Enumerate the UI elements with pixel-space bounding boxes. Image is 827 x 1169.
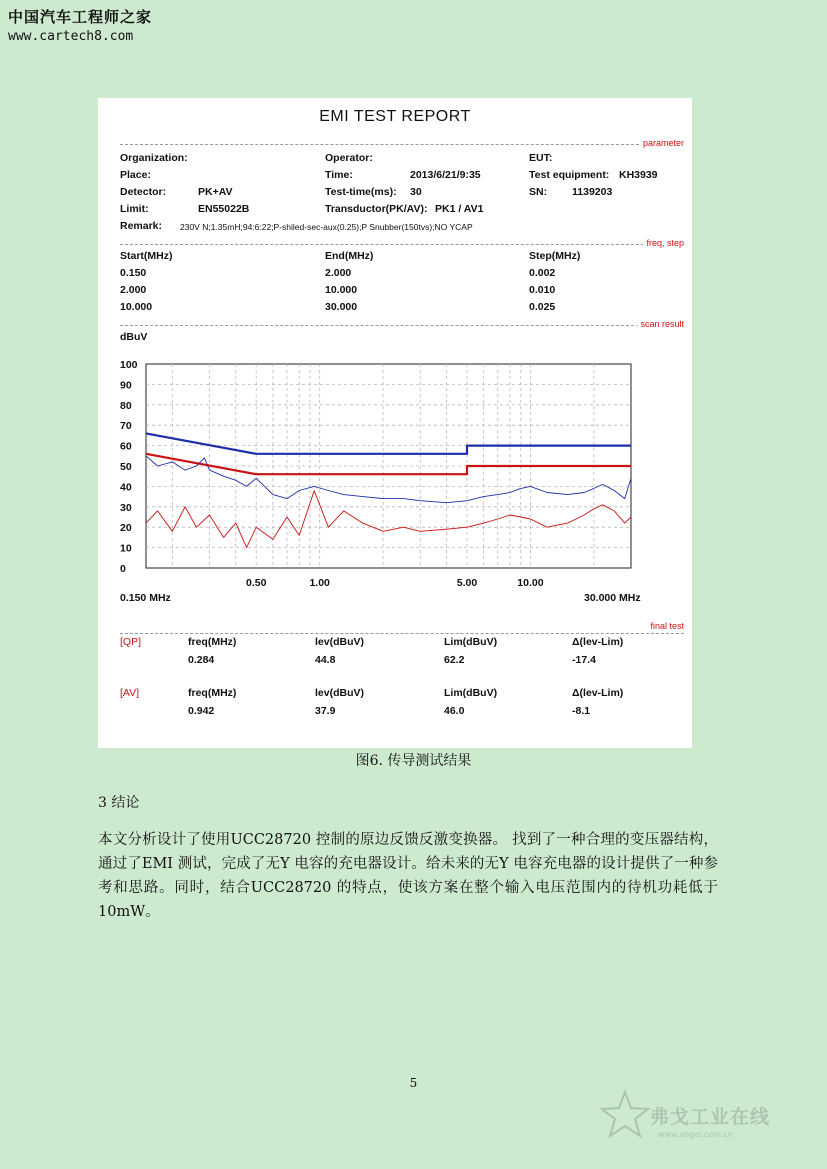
qp-delta-value: -17.4 bbox=[572, 654, 596, 666]
freq-row-step: 0.002 bbox=[529, 267, 556, 279]
x-tick-label: 0.50 bbox=[245, 577, 267, 589]
av-lev-label: lev(dBuV) bbox=[315, 687, 365, 699]
freq-row-step: 0.025 bbox=[529, 301, 556, 313]
detector-label: Detector: bbox=[120, 186, 167, 198]
freq-row-step: 0.010 bbox=[529, 284, 556, 296]
limit-label: Limit: bbox=[120, 203, 149, 215]
chart-ylabel: dBuV bbox=[120, 331, 148, 343]
y-tick-label: 80 bbox=[120, 399, 132, 412]
y-tick-label: 100 bbox=[120, 359, 138, 371]
av-tag: [AV] bbox=[120, 687, 140, 699]
report-title: EMI TEST REPORT bbox=[319, 108, 471, 125]
av-freq-label: freq(MHz) bbox=[188, 687, 237, 699]
av-delta-value: -8.1 bbox=[572, 705, 591, 717]
qp-lev-label: lev(dBuV) bbox=[315, 636, 365, 648]
y-tick-labels bbox=[120, 359, 138, 575]
av-lev-value: 37.9 bbox=[315, 705, 336, 717]
time-label: Time: bbox=[325, 169, 353, 181]
separator-final-test bbox=[120, 633, 684, 634]
site-url[interactable]: www.cartech8.com bbox=[8, 29, 134, 44]
freq-row-start: 10.000 bbox=[120, 301, 153, 313]
qp-freq-value: 0.284 bbox=[188, 654, 215, 666]
av-delta-label: Δ(lev-Lim) bbox=[572, 687, 624, 699]
site-logo bbox=[8, 6, 152, 44]
x-tick-labels bbox=[246, 577, 544, 589]
site-logo-text: 中国汽车工程师之家 bbox=[8, 8, 153, 26]
av-lim-value: 46.0 bbox=[444, 705, 465, 717]
emi-test-report bbox=[98, 98, 692, 748]
emi-chart bbox=[98, 98, 692, 618]
qp-tag: [QP] bbox=[120, 636, 142, 648]
freq-row-start: 2.000 bbox=[120, 284, 147, 296]
test-equipment-value: KH3939 bbox=[619, 169, 658, 181]
freq-row-end: 30.000 bbox=[325, 301, 358, 313]
place-label: Place: bbox=[120, 169, 151, 181]
section-label-freq-step: freq, step bbox=[643, 238, 684, 248]
qp-lim-value: 62.2 bbox=[444, 654, 465, 666]
av-lim-label: Lim(dBuV) bbox=[444, 687, 498, 699]
limit-value: EN55022B bbox=[198, 203, 250, 215]
remark-value: 230V N;1.35mH;94:6:22;P-shiled-sec-aux(0.25);P Snubber(150tvs);NO YCAP bbox=[180, 222, 473, 232]
freq-header-step: Step(MHz) bbox=[529, 250, 581, 262]
test-time-label: Test-time(ms): bbox=[325, 186, 397, 198]
operator-label: Operator: bbox=[325, 152, 373, 164]
sn-value: 1139203 bbox=[572, 186, 613, 198]
qp-lev-value: 44.8 bbox=[315, 654, 336, 666]
y-tick-label: 60 bbox=[120, 440, 132, 453]
qp-delta-label: Δ(lev-Lim) bbox=[572, 636, 624, 648]
x-start-label: 0.150 MHz bbox=[120, 592, 171, 604]
figure-caption: 图6. 传导测试结果 bbox=[355, 753, 472, 769]
section-label-scan-result: scan result bbox=[637, 319, 684, 329]
eut-label: EUT: bbox=[529, 152, 553, 164]
watermark-url: www.vogel.com.cn bbox=[658, 1130, 733, 1139]
time-value: 2013/6/21/9:35 bbox=[410, 169, 481, 181]
y-tick-label: 20 bbox=[120, 522, 132, 535]
av-freq-value: 0.942 bbox=[188, 705, 215, 717]
transductor-label: Transductor(PK/AV): bbox=[325, 203, 428, 215]
y-tick-label: 50 bbox=[120, 461, 132, 473]
remark-label: Remark: bbox=[120, 220, 163, 232]
x-end-label: 30.000 MHz bbox=[584, 592, 641, 604]
y-tick-label: 90 bbox=[120, 379, 132, 392]
y-tick-label: 10 bbox=[120, 542, 132, 555]
y-tick-label: 30 bbox=[120, 501, 132, 514]
detector-value: PK+AV bbox=[198, 186, 233, 198]
watermark-text: 弗戈工业在线 bbox=[650, 1106, 771, 1128]
transductor-value: PK1 / AV1 bbox=[435, 203, 484, 215]
freq-header-end: End(MHz) bbox=[325, 250, 374, 262]
section-heading: 3 结论 bbox=[98, 795, 140, 811]
section-label-parameter: parameter bbox=[640, 138, 684, 148]
page-number: 5 bbox=[409, 1076, 418, 1090]
test-time-value: 30 bbox=[410, 186, 422, 198]
watermark bbox=[600, 1088, 800, 1148]
freq-row-start: 0.150 bbox=[120, 267, 147, 279]
watermark-star-icon bbox=[600, 1088, 650, 1144]
conclusion-paragraph: 本文分析设计了使用UCC28720 控制的原边反馈反激变换器。 找到了一种合理的变压器结构，通过了EMI 测试，完成了无Y 电容的充电器设计。给未来的无Y 电容充电器的设计提供了一种参考和思路。同时，结合UCC28720 的特点，使该方案在整个输入电压范围内的待机功耗低于10mW。 bbox=[98, 832, 718, 920]
y-tick-label: 0 bbox=[120, 563, 126, 575]
test-equipment-label: Test equipment: bbox=[529, 169, 610, 181]
freq-header-start: Start(MHz) bbox=[120, 250, 173, 262]
y-tick-label: 40 bbox=[120, 481, 132, 494]
sn-label: SN: bbox=[529, 186, 548, 198]
organization-label: Organization: bbox=[120, 152, 188, 164]
freq-row-end: 10.000 bbox=[325, 284, 358, 296]
y-tick-label: 70 bbox=[120, 420, 132, 433]
section-label-final-test: final test bbox=[647, 621, 684, 631]
freq-row-end: 2.000 bbox=[325, 267, 352, 279]
x-tick-label: 5.00 bbox=[456, 577, 478, 589]
qp-lim-label: Lim(dBuV) bbox=[444, 636, 498, 648]
x-tick-label: 1.00 bbox=[309, 577, 330, 589]
qp-freq-label: freq(MHz) bbox=[188, 636, 237, 648]
x-tick-label: 10.00 bbox=[517, 577, 544, 589]
